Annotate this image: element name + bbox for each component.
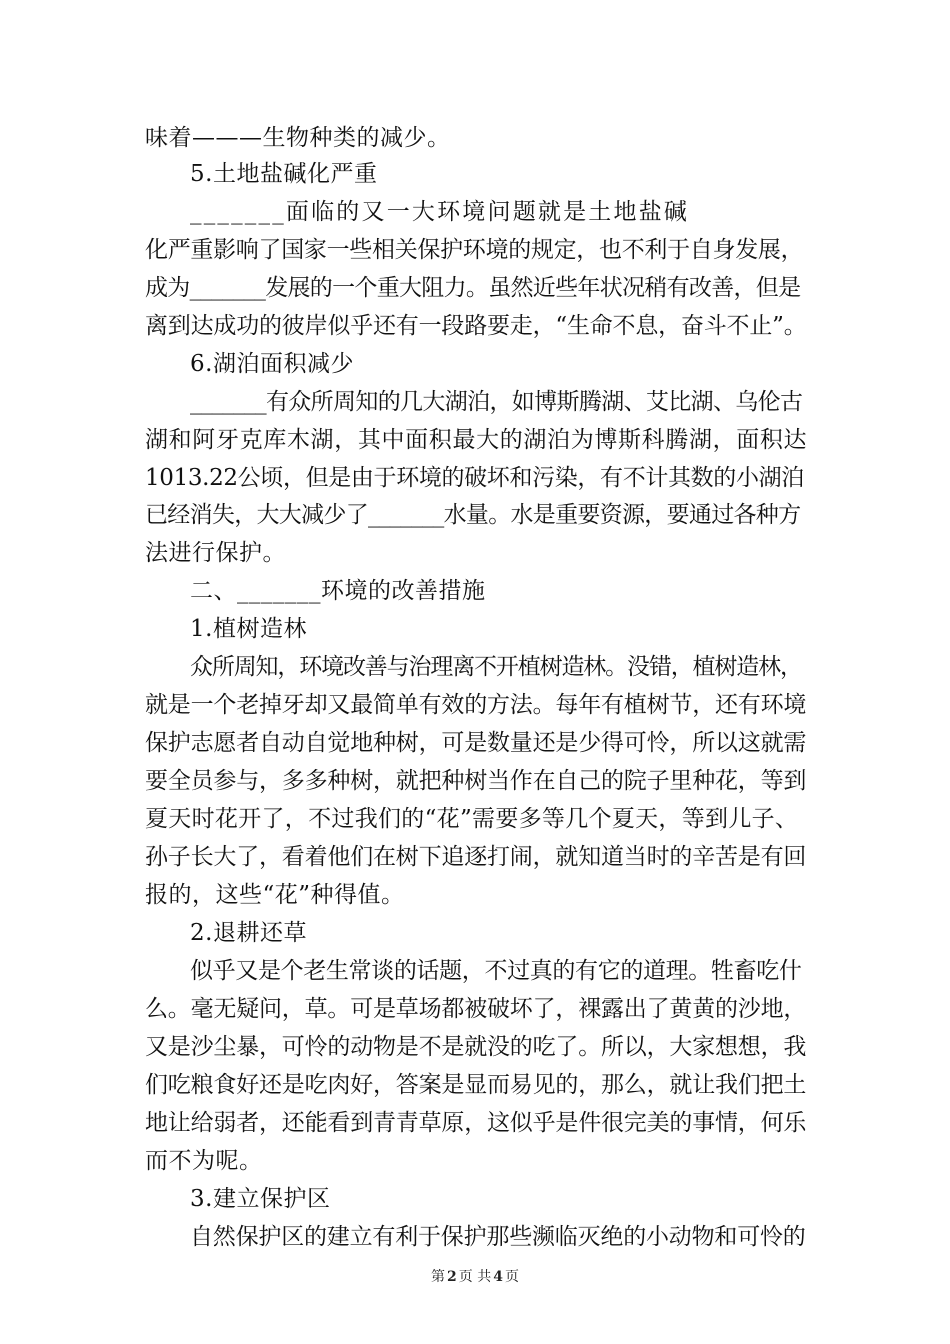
body-line: 自然保护区的建立有利于保护那些濒临灭绝的小动物和可怜的 — [190, 1224, 806, 1250]
footer-prefix: 第 — [431, 1269, 446, 1285]
section-heading: 2.退耕还草 — [190, 920, 307, 946]
footer-middle: 页 共 — [458, 1269, 492, 1285]
body-line: 保护志愿者自动自觉地种树，可是数量还是少得可怜，所以这就需 — [145, 730, 807, 756]
body-line: 们吃粮食好还是吃肉好，答案是显而易见的，那么，就让我们把土 — [145, 1072, 807, 1098]
body-line: 法进行保护。 — [145, 540, 286, 566]
body-line: 地让给弱者，还能看到青青草原，这似乎是件很完美的事情，何乐 — [145, 1110, 807, 1136]
body-line: 化严重影响了国家一些相关保护环境的规定，也不利于自身发展， — [145, 237, 804, 263]
body-line: 又是沙尘暴，可怜的动物是不是就没的吃了。所以，大家想想，我 — [145, 1034, 807, 1060]
body-line: 众所周知，环境改善与治理离不开植树造林。没错，植树造林， — [190, 654, 802, 680]
page-footer — [0, 1267, 950, 1287]
body-line: 已经消失，大大减少了_______水量。水是重要资源，要通过各种方 — [145, 502, 801, 528]
body-line: 1013.22公顷，但是由于环境的破坏和污染，有不计其数的小湖泊 — [145, 465, 804, 491]
body-line: 要全员参与，多多种树，就把种树当作在自己的院子里种花，等到 — [145, 768, 807, 794]
body-line: 似乎又是个老生常谈的话题，不过真的有它的道理。牲畜吃什 — [190, 958, 802, 984]
chapter-heading: 二、_______环境的改善措施 — [190, 578, 486, 604]
body-line: 孙子长大了，看着他们在树下追逐打闹，就知道当时的辛苦是有回 — [145, 844, 807, 870]
section-heading: 3.建立保护区 — [190, 1186, 331, 1212]
section-heading: 5.土地盐碱化严重 — [190, 161, 378, 187]
section-heading: 1.植树造林 — [190, 616, 307, 642]
body-line: 就是一个老掉牙却又最简单有效的方法。每年有植树节，还有环境 — [145, 692, 807, 718]
body-line: _______面临的又一大环境问题就是土地盐碱 — [190, 199, 690, 225]
body-line: _______有众所周知的几大湖泊，如博斯腾湖、艾比湖、乌伦古 — [190, 389, 803, 415]
body-line: 成为_______发展的一个重大阻力。虽然近些年状况稍有改善，但是 — [145, 275, 801, 301]
footer-page-number: 2 — [447, 1269, 457, 1285]
section-heading: 6.湖泊面积减少 — [190, 351, 354, 377]
body-line: 报的，这些“花”种得值。 — [145, 882, 405, 908]
footer-total-pages: 4 — [493, 1269, 503, 1285]
body-line: 湖和阿牙克库木湖，其中面积最大的湖泊为博斯科腾湖，面积达 — [145, 427, 808, 453]
body-line: 离到达成功的彼岸似乎还有一段路要走，“生命不息，奋斗不止”。 — [145, 313, 807, 339]
body-line: 夏天时花开了，不过我们的“花”需要多等几个夏天，等到儿子、 — [145, 806, 799, 832]
body-line: 么。毫无疑问，草。可是草场都被破坏了，裸露出了黄黄的沙地， — [145, 996, 807, 1022]
body-line: 而不为呢。 — [145, 1148, 263, 1174]
body-line: 味着———生物种类的减少。 — [145, 125, 451, 151]
footer-suffix: 页 — [504, 1269, 519, 1285]
